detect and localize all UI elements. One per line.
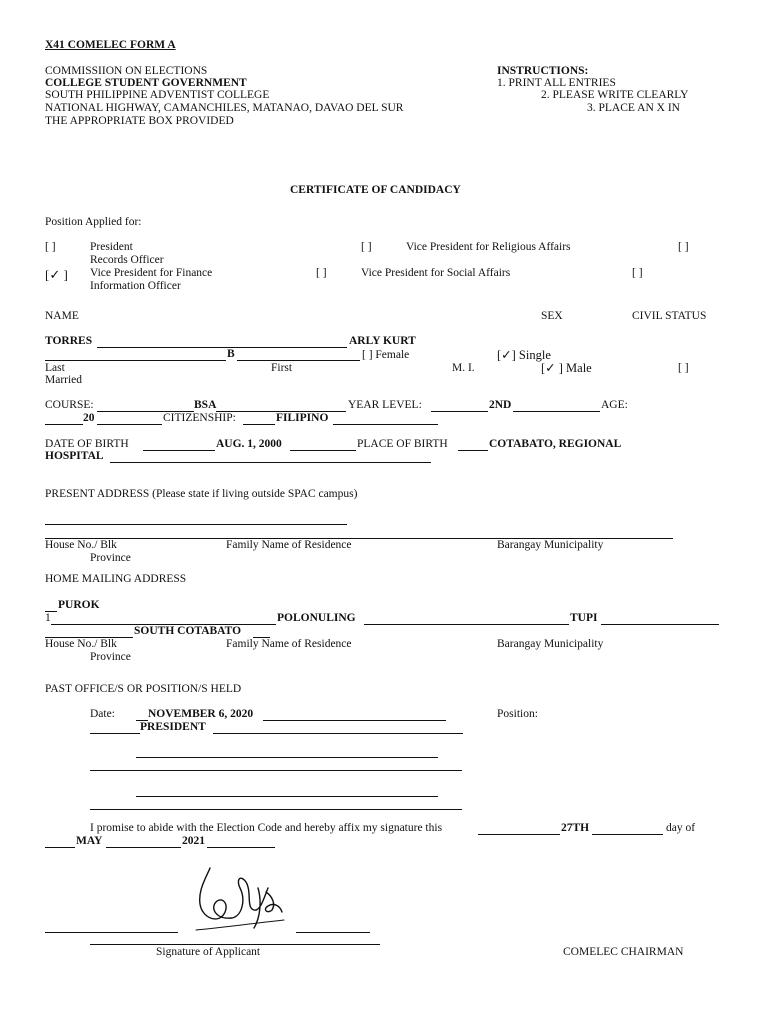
promise-line <box>45 847 75 848</box>
female-checkbox[interactable]: [ ] Female <box>362 349 410 361</box>
middle-initial-value: B <box>227 348 235 360</box>
name-line <box>97 347 347 348</box>
last-name-value: TORRES <box>45 335 93 347</box>
vp-social-checkbox[interactable]: [ ] <box>316 267 327 279</box>
vp-finance-checkbox[interactable]: [✓ ] <box>45 267 68 282</box>
org-line-1: COMMISSIION ON ELECTIONS <box>45 65 208 77</box>
year-level-value: 2ND <box>489 399 512 411</box>
signature-line <box>296 932 370 933</box>
instruction-1: 1. PRINT ALL ENTRIES <box>497 77 616 89</box>
dob-label: DATE OF BIRTH <box>45 438 129 450</box>
home-municipality-value: TUPI <box>570 612 598 624</box>
day-value: 27TH <box>561 822 590 834</box>
past-office-line <box>90 809 462 810</box>
citizenship-line <box>333 424 438 425</box>
past-office-line <box>136 796 438 797</box>
course-value: BSA <box>194 399 217 411</box>
home-family-label: Family Name of Residence <box>226 638 352 650</box>
home-province-value: SOUTH COTABATO <box>134 625 242 637</box>
name-line <box>237 360 360 361</box>
past-position-label: Position: <box>497 708 538 720</box>
pob-label: PLACE OF BIRTH <box>357 438 448 450</box>
comelec-chairman-label: COMELEC CHAIRMAN <box>563 946 684 958</box>
home-address-line <box>601 624 719 625</box>
present-house-label: House No./ Blk <box>45 539 117 551</box>
age-label: AGE: <box>601 399 628 411</box>
instructions-title: INSTRUCTIONS: <box>497 65 589 77</box>
pob-value-2: HOSPITAL <box>45 450 104 462</box>
vp-religious-option: Vice President for Religious Affairs <box>406 241 571 253</box>
past-position-value: PRESIDENT <box>140 721 206 733</box>
mi-label: M. I. <box>452 362 475 374</box>
past-office-line <box>213 733 463 734</box>
present-province-label: Province <box>90 552 131 564</box>
home-address-line <box>364 624 569 625</box>
year-level-label: YEAR LEVEL: <box>348 399 422 411</box>
past-office-line <box>136 757 438 758</box>
records-officer-checkbox[interactable]: [ ] <box>678 241 689 253</box>
present-address-label: PRESENT ADDRESS (Please state if living outside SPAC campus) <box>45 488 358 500</box>
promise-line <box>592 834 663 835</box>
dob-line <box>143 450 215 451</box>
pob-line <box>110 462 431 463</box>
dob-line <box>290 450 356 451</box>
citizenship-line <box>243 424 275 425</box>
course-label: COURSE: <box>45 399 94 411</box>
dob-value: AUG. 1, 2000 <box>216 438 282 450</box>
applicant-signature-label: Signature of Applicant <box>156 946 261 958</box>
org-line-3: SOUTH PHILIPPINE ADVENTIST COLLEGE <box>45 89 270 101</box>
day-of-text: day of <box>666 822 696 834</box>
position-label: Position Applied for: <box>45 216 142 228</box>
purok-value: PUROK <box>58 599 100 611</box>
age-line <box>97 424 162 425</box>
pob-value-1: COTABATO, REGIONAL <box>489 438 622 450</box>
document-title: CERTIFICATE OF CANDIDACY <box>290 184 461 196</box>
married-checkbox[interactable]: [ ] <box>678 362 689 374</box>
age-value: 20 <box>83 412 95 424</box>
president-checkbox[interactable]: [ ] <box>45 241 56 253</box>
promise-line <box>207 847 275 848</box>
name-label: NAME <box>45 310 79 322</box>
information-officer-checkbox[interactable]: [ ] <box>632 267 643 279</box>
male-checkbox[interactable]: [✓ ] Male <box>541 361 592 375</box>
president-option: President <box>90 241 133 253</box>
past-date-value: NOVEMBER 6, 2020 <box>148 708 254 720</box>
past-office-line <box>90 733 140 734</box>
promise-text: I promise to abide with the Election Code and hereby affix my signature this <box>90 822 443 834</box>
form-id: X41 COMELEC FORM A <box>45 39 176 51</box>
vp-finance-option: Vice President for Finance <box>90 267 213 279</box>
name-line <box>45 360 226 361</box>
married-option: Married <box>45 374 83 386</box>
vp-social-option: Vice President for Social Affairs <box>361 267 511 279</box>
home-house-label: House No./ Blk <box>45 638 117 650</box>
instruction-2: 2. PLEASE WRITE CLEARLY <box>541 89 689 101</box>
home-barangay-label: Barangay Municipality <box>497 638 604 650</box>
present-barangay-label: Barangay Municipality <box>497 539 604 551</box>
present-address-line <box>45 524 347 525</box>
house-number-value: 1 <box>45 612 51 624</box>
home-address-label: HOME MAILING ADDRESS <box>45 573 187 585</box>
signature-line <box>90 944 380 945</box>
present-family-label: Family Name of Residence <box>226 539 352 551</box>
records-officer-option: Records Officer <box>90 254 164 266</box>
first-name-value: ARLY KURT <box>349 335 416 347</box>
single-checkbox[interactable]: [✓] Single <box>497 348 551 362</box>
promise-line <box>106 847 181 848</box>
citizenship-label: CITIZENSHIP: <box>163 412 236 424</box>
org-line-4: NATIONAL HIGHWAY, CAMANCHILES, MATANAO, DAVAO DEL SUR <box>45 102 404 114</box>
org-line-5: THE APPROPRIATE BOX PROVIDED <box>45 115 234 127</box>
age-line <box>45 424 83 425</box>
handwritten-signature <box>188 858 288 936</box>
civil-status-label: CIVIL STATUS <box>632 310 707 322</box>
promise-line <box>478 834 560 835</box>
last-label: Last <box>45 362 65 374</box>
month-value: MAY <box>76 835 103 847</box>
year-value: 2021 <box>182 835 205 847</box>
org-line-2: COLLEGE STUDENT GOVERNMENT <box>45 77 247 89</box>
home-barangay-value: POLONULING <box>277 612 356 624</box>
instruction-3: 3. PLACE AN X IN <box>587 102 680 114</box>
past-office-line <box>90 770 462 771</box>
past-date-label: Date: <box>90 708 115 720</box>
year-line <box>431 411 488 412</box>
year-line <box>513 411 600 412</box>
past-office-label: PAST OFFICE/S OR POSITION/S HELD <box>45 683 242 695</box>
home-province-label: Province <box>90 651 131 663</box>
signature-line <box>45 932 178 933</box>
first-label: First <box>271 362 293 374</box>
citizenship-value: FILIPINO <box>276 412 329 424</box>
vp-religious-checkbox[interactable]: [ ] <box>361 241 372 253</box>
information-officer-option: Information Officer <box>90 280 181 292</box>
past-office-line <box>263 720 446 721</box>
sex-label: SEX <box>541 310 563 322</box>
pob-line <box>458 450 488 451</box>
